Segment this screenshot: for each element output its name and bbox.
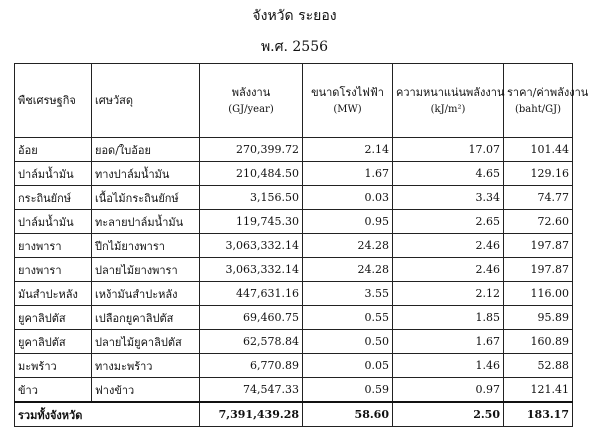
table-row [15,282,573,306]
cell-power: 0.95 [303,210,393,234]
cell-energy: 69,460.75 [200,306,303,330]
header-residue: เศษวัสดุ [92,64,200,138]
cell-price: 121.41 [504,378,573,403]
cell-energy: 210,484.50 [200,162,303,186]
cell-residue: เหง้ามันสำปะหลัง [92,282,200,306]
cell-residue: ยอด/ใบอ้อย [92,138,200,162]
cell-price: 160.89 [504,330,573,354]
cell-price: 72.60 [504,210,573,234]
cell-residue: เนื้อไม้กระถินยักษ์ [92,186,200,210]
cell-price: 129.16 [504,162,573,186]
cell-crop: ข้าว [15,378,92,403]
table-row [15,210,573,234]
table-row [15,186,573,210]
cell-power: 0.55 [303,306,393,330]
page-title: จังหวัด ระยอง [252,8,337,24]
header-density-unit: (kJ/m²) [430,103,466,115]
cell-crop: กระถินยักษ์ [15,186,92,210]
cell-energy: 270,399.72 [200,138,303,162]
cell-price: 52.88 [504,354,573,378]
cell-power: 1.67 [303,162,393,186]
cell-residue: ปลายไม้ยางพารา [92,258,200,282]
cell-crop: ยางพารา [15,258,92,282]
cell-residue: เปลือกยูคาลิปตัส [92,306,200,330]
header-power: ขนาดโรงไฟฟ้า (MW) [303,64,393,138]
table-total-row [15,402,573,427]
header-price: ราคา/ค่าพลังงาน (baht/GJ) [504,64,573,138]
cell-price: 101.44 [504,138,573,162]
cell-residue: ปลายไม้ยูคาลิปตัส [92,330,200,354]
table-row [15,330,573,354]
cell-power: 3.55 [303,282,393,306]
cell-crop: มะพร้าว [15,354,92,378]
cell-crop: มันสำปะหลัง [15,282,92,306]
cell-energy: 74,547.33 [200,378,303,403]
cell-density: 1.67 [393,330,504,354]
cell-power: 24.28 [303,234,393,258]
cell-energy: 3,063,332.14 [200,258,303,282]
cell-density: 2.46 [393,234,504,258]
cell-residue: ทางมะพร้าว [92,354,200,378]
cell-power: 0.03 [303,186,393,210]
cell-density: 17.07 [393,138,504,162]
cell-density: 2.12 [393,282,504,306]
cell-crop: ปาล์มน้ำมัน [15,210,92,234]
cell-residue: ทะลายปาล์มน้ำมัน [92,210,200,234]
cell-price: 197.87 [504,234,573,258]
total-power: 58.60 [303,402,393,427]
cell-power: 0.50 [303,330,393,354]
header-power-unit: (MW) [333,103,362,115]
cell-density: 2.46 [393,258,504,282]
cell-energy: 6,770.89 [200,354,303,378]
header-crop: พืชเศรษฐกิจ [15,64,92,138]
header-energy: พลังงาน (GJ/year) [200,64,303,138]
total-density: 2.50 [393,402,504,427]
cell-energy: 3,156.50 [200,186,303,210]
table-row [15,258,573,282]
table-row [15,234,573,258]
total-price: 183.17 [504,402,573,427]
table-row [15,306,573,330]
cell-density: 4.65 [393,162,504,186]
table-row [15,138,573,162]
cell-power: 2.14 [303,138,393,162]
cell-density: 1.46 [393,354,504,378]
cell-power: 0.59 [303,378,393,403]
header-energy-unit: (GJ/year) [228,103,274,115]
table-header-row [15,64,573,138]
cell-residue: ทางปาล์มน้ำมัน [92,162,200,186]
cell-price: 197.87 [504,258,573,282]
cell-energy: 447,631.16 [200,282,303,306]
header-density: ความหนาแน่นพลังงาน (kJ/m²) [393,64,504,138]
cell-energy: 62,578.84 [200,330,303,354]
table-row [15,162,573,186]
cell-density: 0.97 [393,378,504,403]
table-row [15,378,573,403]
cell-crop: ยูคาลิปตัส [15,306,92,330]
cell-crop: ยางพารา [15,234,92,258]
cell-crop: ปาล์มน้ำมัน [15,162,92,186]
cell-price: 74.77 [504,186,573,210]
cell-energy: 3,063,332.14 [200,234,303,258]
cell-density: 1.85 [393,306,504,330]
page-subtitle-year: พ.ศ. 2556 [260,39,329,55]
cell-crop: ยูคาลิปตัส [15,330,92,354]
cell-price: 95.89 [504,306,573,330]
energy-table [14,63,589,427]
cell-price: 116.00 [504,282,573,306]
cell-density: 2.65 [393,210,504,234]
cell-density: 3.34 [393,186,504,210]
cell-power: 24.28 [303,258,393,282]
cell-residue: ฟางข้าว [92,378,200,403]
table-row [15,354,573,378]
header-price-unit: (baht/GJ) [515,103,561,115]
cell-energy: 119,745.30 [200,210,303,234]
total-label: รวมทั้งจังหวัด [15,402,200,427]
cell-crop: อ้อย [15,138,92,162]
cell-residue: ปีกไม้ยางพารา [92,234,200,258]
total-energy: 7,391,439.28 [200,402,303,427]
cell-power: 0.05 [303,354,393,378]
